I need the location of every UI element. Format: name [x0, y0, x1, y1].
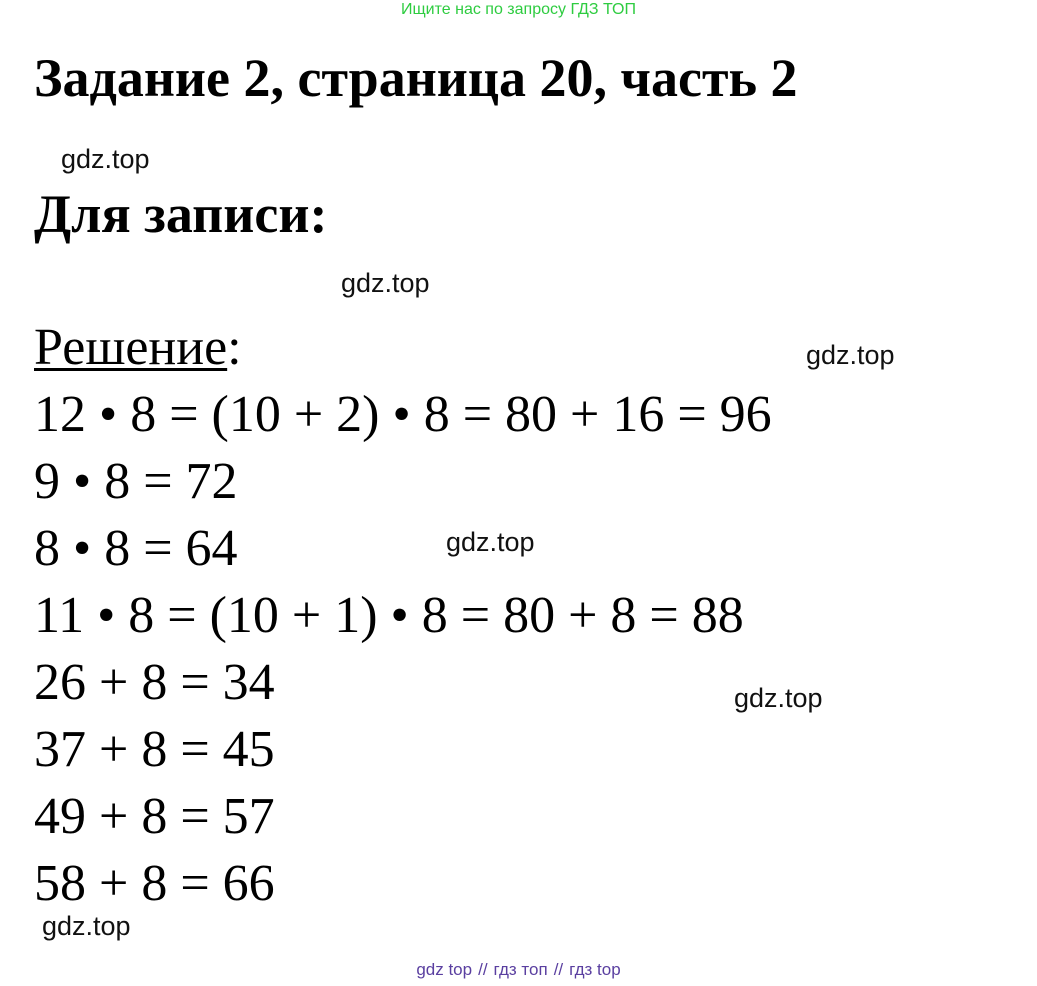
- footer-separator: //: [478, 960, 488, 979]
- equation-line: 37 + 8 = 45: [34, 721, 275, 778]
- footer-separator: //: [553, 960, 564, 979]
- equation-line: 11 • 8 = (10 + 1) • 8 = 80 + 8 = 88: [34, 587, 744, 644]
- equation-line: 8 • 8 = 64: [34, 520, 238, 577]
- footer-link-gdz-top-ru[interactable]: гдз топ: [493, 960, 548, 979]
- equation-line: 26 + 8 = 34: [34, 654, 275, 711]
- equation-list: [34, 381, 772, 917]
- equation-line: 58 + 8 = 66: [34, 855, 275, 912]
- solution-heading: [34, 318, 242, 378]
- watermark: gdz.top: [341, 268, 430, 298]
- equation-line: 49 + 8 = 57: [34, 788, 275, 845]
- footer-link-gdz-top[interactable]: gdz top: [416, 960, 473, 979]
- watermark: gdz.top: [806, 340, 895, 370]
- watermark: gdz.top: [446, 527, 535, 557]
- watermark: gdz.top: [734, 683, 823, 713]
- solution-colon: :: [227, 319, 242, 376]
- solution-label: Решение: [34, 319, 228, 376]
- watermark: gdz.top: [42, 911, 131, 941]
- search-hint-banner: Ищите нас по запросу ГДЗ ТОП: [401, 1, 636, 18]
- equation-line: 9 • 8 = 72: [34, 453, 238, 510]
- watermark: gdz.top: [61, 144, 150, 174]
- task-title: Задание 2, страница 20, часть 2: [34, 48, 798, 108]
- footer-link-gdz-top-mixed[interactable]: гдз top: [569, 960, 621, 979]
- equation-line: 12 • 8 = (10 + 2) • 8 = 80 + 16 = 96: [34, 386, 772, 443]
- record-title: Для записи:: [34, 184, 328, 244]
- footer-links: [0, 960, 1037, 980]
